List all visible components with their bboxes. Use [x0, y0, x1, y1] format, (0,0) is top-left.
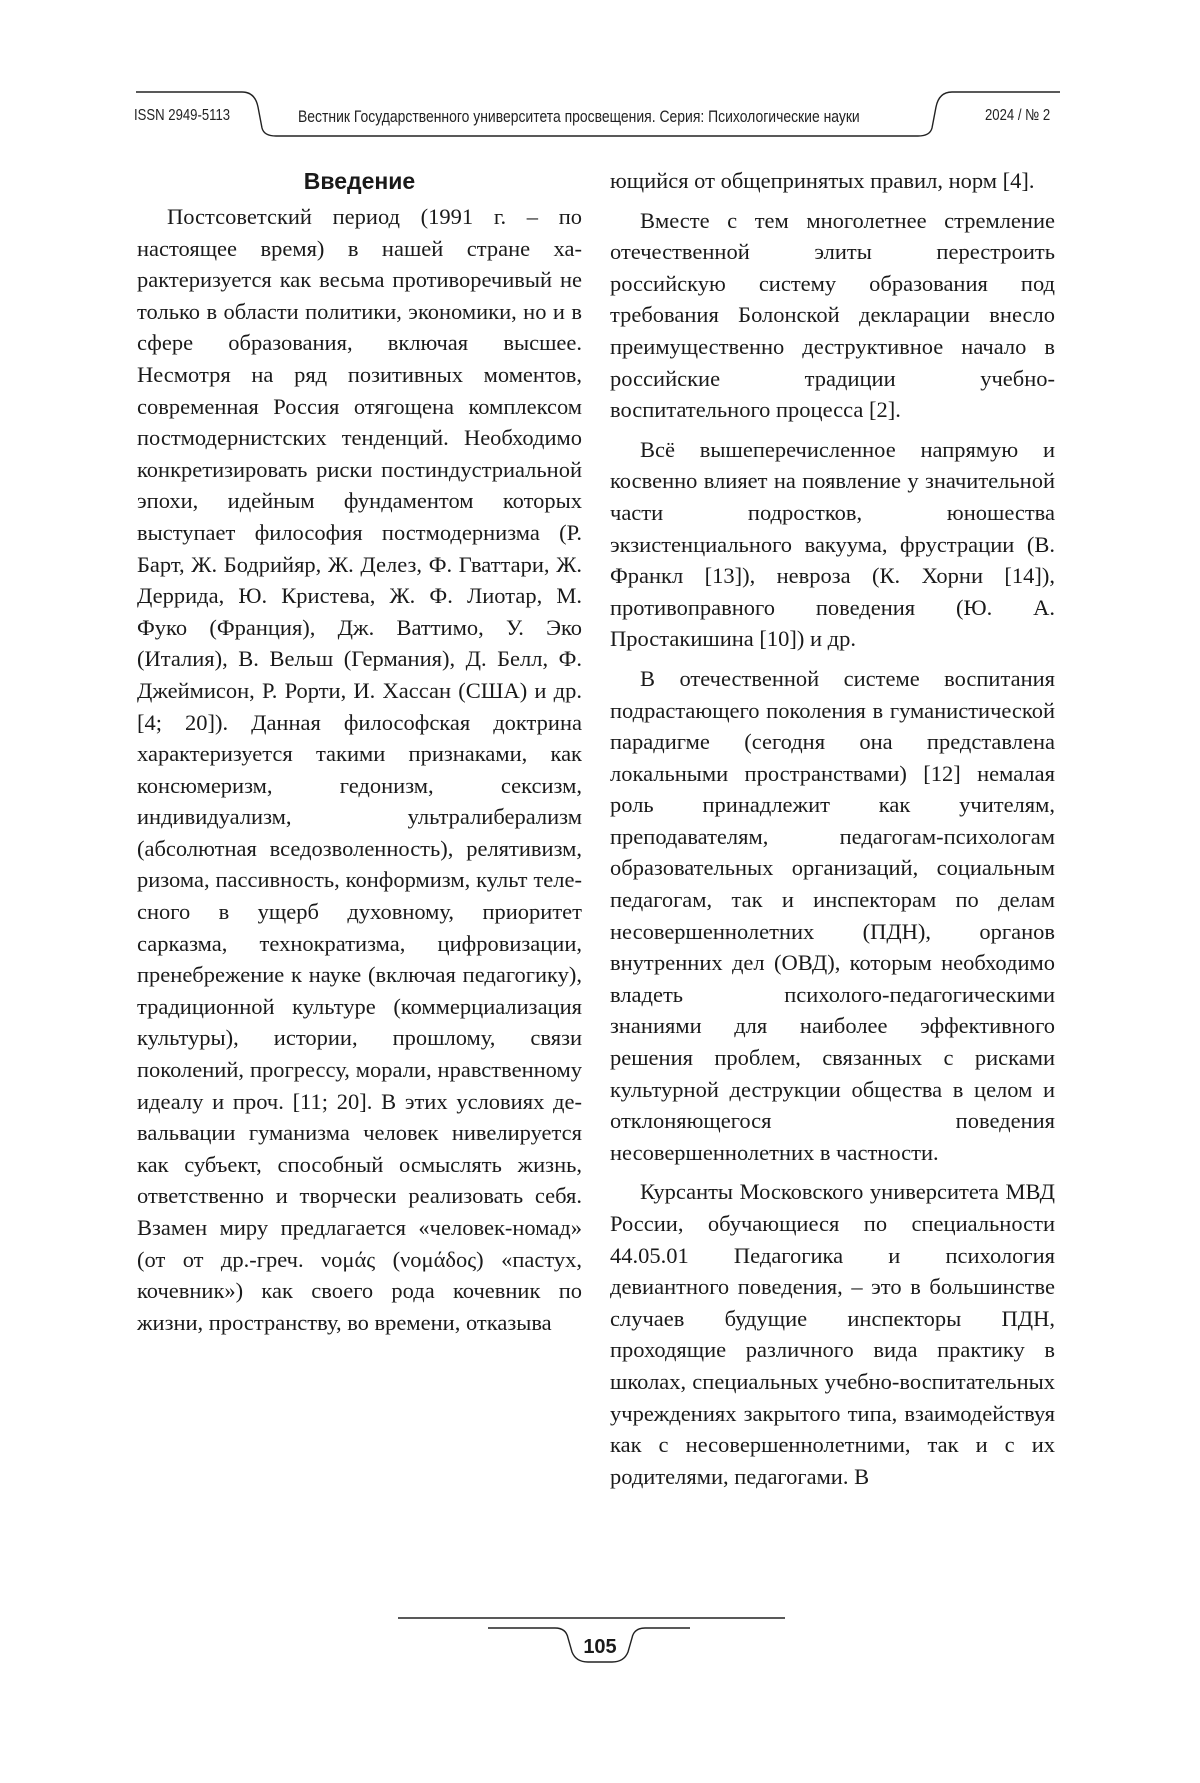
- page-footer: [0, 1600, 1200, 1680]
- section-title: Введение: [303, 168, 416, 194]
- paragraph-continuation: ющийся от общепринятых правил, норм [4].: [610, 168, 1035, 193]
- right-column: [610, 165, 1055, 1500]
- left-column: [137, 165, 582, 1346]
- header-journal-title: Вестник Государственного университета просвещения. Серия: Психологические науки: [298, 107, 860, 126]
- paragraph: Всё вышеперечисленное напрямую и косвенно влияет на появление у значительной части подростков, юношества экзистенциального вакуума, фрустрации (В. Франкл [13]), невроза (К. Хорни [14]), противоправного поведения (Ю. А. Простакишина [10]) и др.: [610, 436, 1055, 652]
- paragraph: Вместе с тем многолетнее стремление отечественной элиты перестроить российскую систему образования под требования Болонской декларации внесло преимущественно деструктивное начало в российские традиции учебно-воспитательного процесса [2].: [610, 207, 1055, 423]
- running-header: [0, 0, 1200, 150]
- paragraph: Курсанты Московского университета МВД России, обучающиеся по специальности 44.05.01 Педагогика и психология девиантного поведения, – это в большинстве случаев будущие инспекторы ПДН, проходящие различного вида практику в школах, специальных учебно-воспитательных учреждениях закрытого типа, взаимодействуя как с несовершеннолетними, так и с их родителями, педагогами. В: [610, 1179, 1055, 1489]
- paragraph: Постсоветский период (1991 г. – по настоящее время) в нашей стране характеризуется как весьма противоречивый не только в области политики, экономики, но и в сфере образования, включая высшее. Несмотря на ряд позитивных моментов, современная Россия отягощена комплексом постмодернистских тенденций. Необходимо конкретизировать риски постиндустриальной эпохи, идейным фундаментом которых выступает философия постмодернизма (Р. Барт, Ж. Бодрийяр, Ж. Делез, Ф. Гваттари, Ж. Деррида, Ю. Кристева, Ж. Ф. Лиотар, М. Фуко (Франция), Дж. Ваттимо, У. Эко (Италия), В. Вельш (Германия), Д. Белл, Ф. Джеймисон, Р. Рорти, И. Хассан (США) и др. [4; 20]). Данная философская доктрина характеризуется такими признаками, как консюмеризм, гедонизм, сексизм, индивидуализм, ультралиберализм (абсолютная вседозволенность), релятивизм, ризома, пассивность, конформизм, культ телесного в ущерб духовному, приоритет сарказма, технократизма, цифровизации, пренебрежение к науке (включая педагогику), традиционной культуре (коммерциализация культуры), истории, прошлому, связи поколений, прогрессу, морали, нравственному идеалу и проч. [11; 20]. В этих условиях девальвации гуманизма человек нивелируется как субъект, способный осмыслять жизнь, ответственно и творчески реализовать себя. Взамен миру предлагается «человек-номад» (от от др.-греч. νομάς (νομάδος) «пастух, кочевник») как своего рода кочевник по жизни, пространству, во времени, отказыва: [137, 204, 582, 1335]
- page-number: 105: [583, 1636, 617, 1658]
- header-frame: [0, 0, 1200, 150]
- header-issue: 2024 / № 2: [985, 107, 1051, 124]
- header-issn: ISSN 2949-5113: [134, 107, 231, 124]
- paragraph: В отечественной системе воспитания подрастающего поколения в гуманистической парадигме (сегодня она представлена локальными пространствами) [12] немалая роль принадлежит как учителям, преподавателям, педагогам-психологам образовательных организаций, социальным педагогам, так и инспекторам по делам несовершеннолетних (ПДН), органов внутренних дел (ОВД), которым необходимо владеть психолого-педагогическими знаниями для наиболее эффективного решения проблем, связанных с рисками культурной деструкции общества в целом и отклоняющегося поведения несовершеннолетних в частности.: [610, 665, 1055, 1165]
